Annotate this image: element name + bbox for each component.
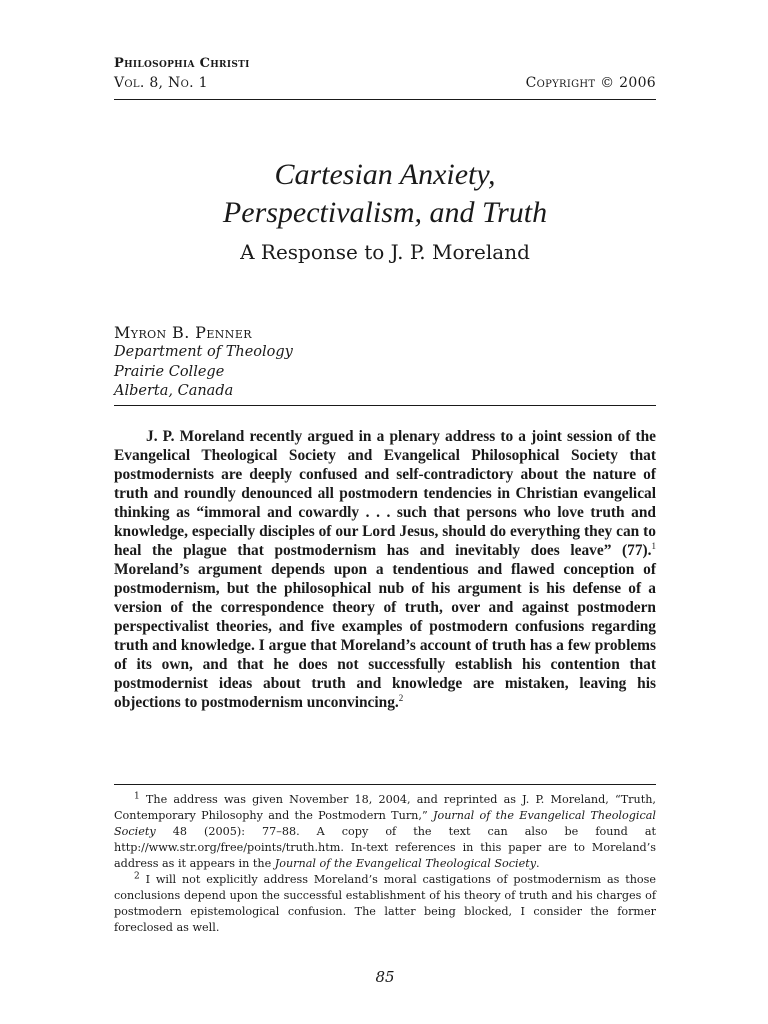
- author-block: [114, 323, 656, 402]
- footnote-2: [114, 872, 656, 936]
- footnote-ref-1[interactable]: 1: [651, 540, 656, 551]
- author-rule: [114, 405, 656, 406]
- page-number: 85: [375, 968, 395, 986]
- footnotes: [114, 792, 656, 936]
- footnote-1: [114, 792, 656, 872]
- article-title-block: [114, 156, 656, 266]
- footnote-rule: [114, 784, 656, 785]
- journal-name: Philosophia Christi: [114, 56, 250, 71]
- author-college: Prairie College: [114, 363, 225, 380]
- title-line-2: Perspectivalism, and Truth: [222, 196, 548, 229]
- footnote-1-number: 1: [134, 791, 140, 802]
- title-line-1: Cartesian Anxiety,: [274, 158, 496, 191]
- footnote-1-text-c: .: [536, 857, 540, 870]
- header-row: [114, 75, 656, 91]
- footnote-1-text-a: The address was given November 18, 2004, and reprinted as J. P. Moreland, “Truth, Contemporary Philosophy and the Postmodern Turn,”: [114, 793, 656, 822]
- author-department: Department of Theology: [114, 344, 293, 360]
- author-location: Alberta, Canada: [114, 383, 234, 399]
- header-rule: [114, 99, 656, 100]
- abstract-text-part-2: Moreland’s argument depends upon a tendentious and flawed conception of postmodernism, but the philosophical nub of his argument is his defense of a version of the correspondence theory of truth, over and against postmodern perspectivalist theories, and five examples of postmodern confusions regarding truth and knowledge. I argue that Moreland’s account of truth has a few problems of its own, and that he does not successfully establish his contention that postmodernist ideas about truth and knowledge are mistaken, leaving his objections to postmodernism unconvincing.: [114, 561, 656, 711]
- footnote-ref-2[interactable]: 2: [398, 692, 404, 703]
- abstract-text-part-1: J. P. Moreland recently argued in a plenary address to a joint session of the Evangelical Theological Society and Evangelical Philosophical Society that postmodernists are deeply confused and self-contradictory about the nature of truth and roundly denounced all postmodern tendencies in Christian evangelical thinking as “immoral and cowardly . . . such that persons who love truth and knowledge, especially disciples of our Lord Jesus, should do everything they can to heal the plague that postmodernism has and inevitably does leave” (77).: [114, 428, 656, 559]
- footnote-1-journal-title-1: Journal of the Evangelical Theological Society: [114, 809, 656, 838]
- abstract-paragraph: [114, 427, 656, 712]
- footnote-1-text-b: 48 (2005): 77–88. A copy of the text can also be found at http://www.str.org/free/points/truth.htm. In-text references in this paper are to Moreland’s address as it appears in the: [114, 825, 656, 870]
- volume-issue: Vol. 8, No. 1: [114, 75, 208, 91]
- footnote-1-journal-title-2: Journal of the Evangelical Theological Society: [274, 857, 537, 870]
- footnote-2-number: 2: [134, 871, 140, 882]
- journal-page: [114, 0, 656, 1024]
- article-subtitle: A Response to J. P. Moreland: [240, 240, 530, 264]
- running-header: [114, 56, 656, 91]
- footnote-2-text: I will not explicitly address Moreland’s moral castigations of postmodernism as those conclusions depend upon the successful establishment of his theory of truth and his charges of postmodern epistemological confusion. The latter being blocked, I consider the former foreclosed as well.: [114, 873, 656, 934]
- copyright-notice: Copyright © 2006: [525, 75, 656, 91]
- author-name: Myron B. Penner: [114, 323, 252, 342]
